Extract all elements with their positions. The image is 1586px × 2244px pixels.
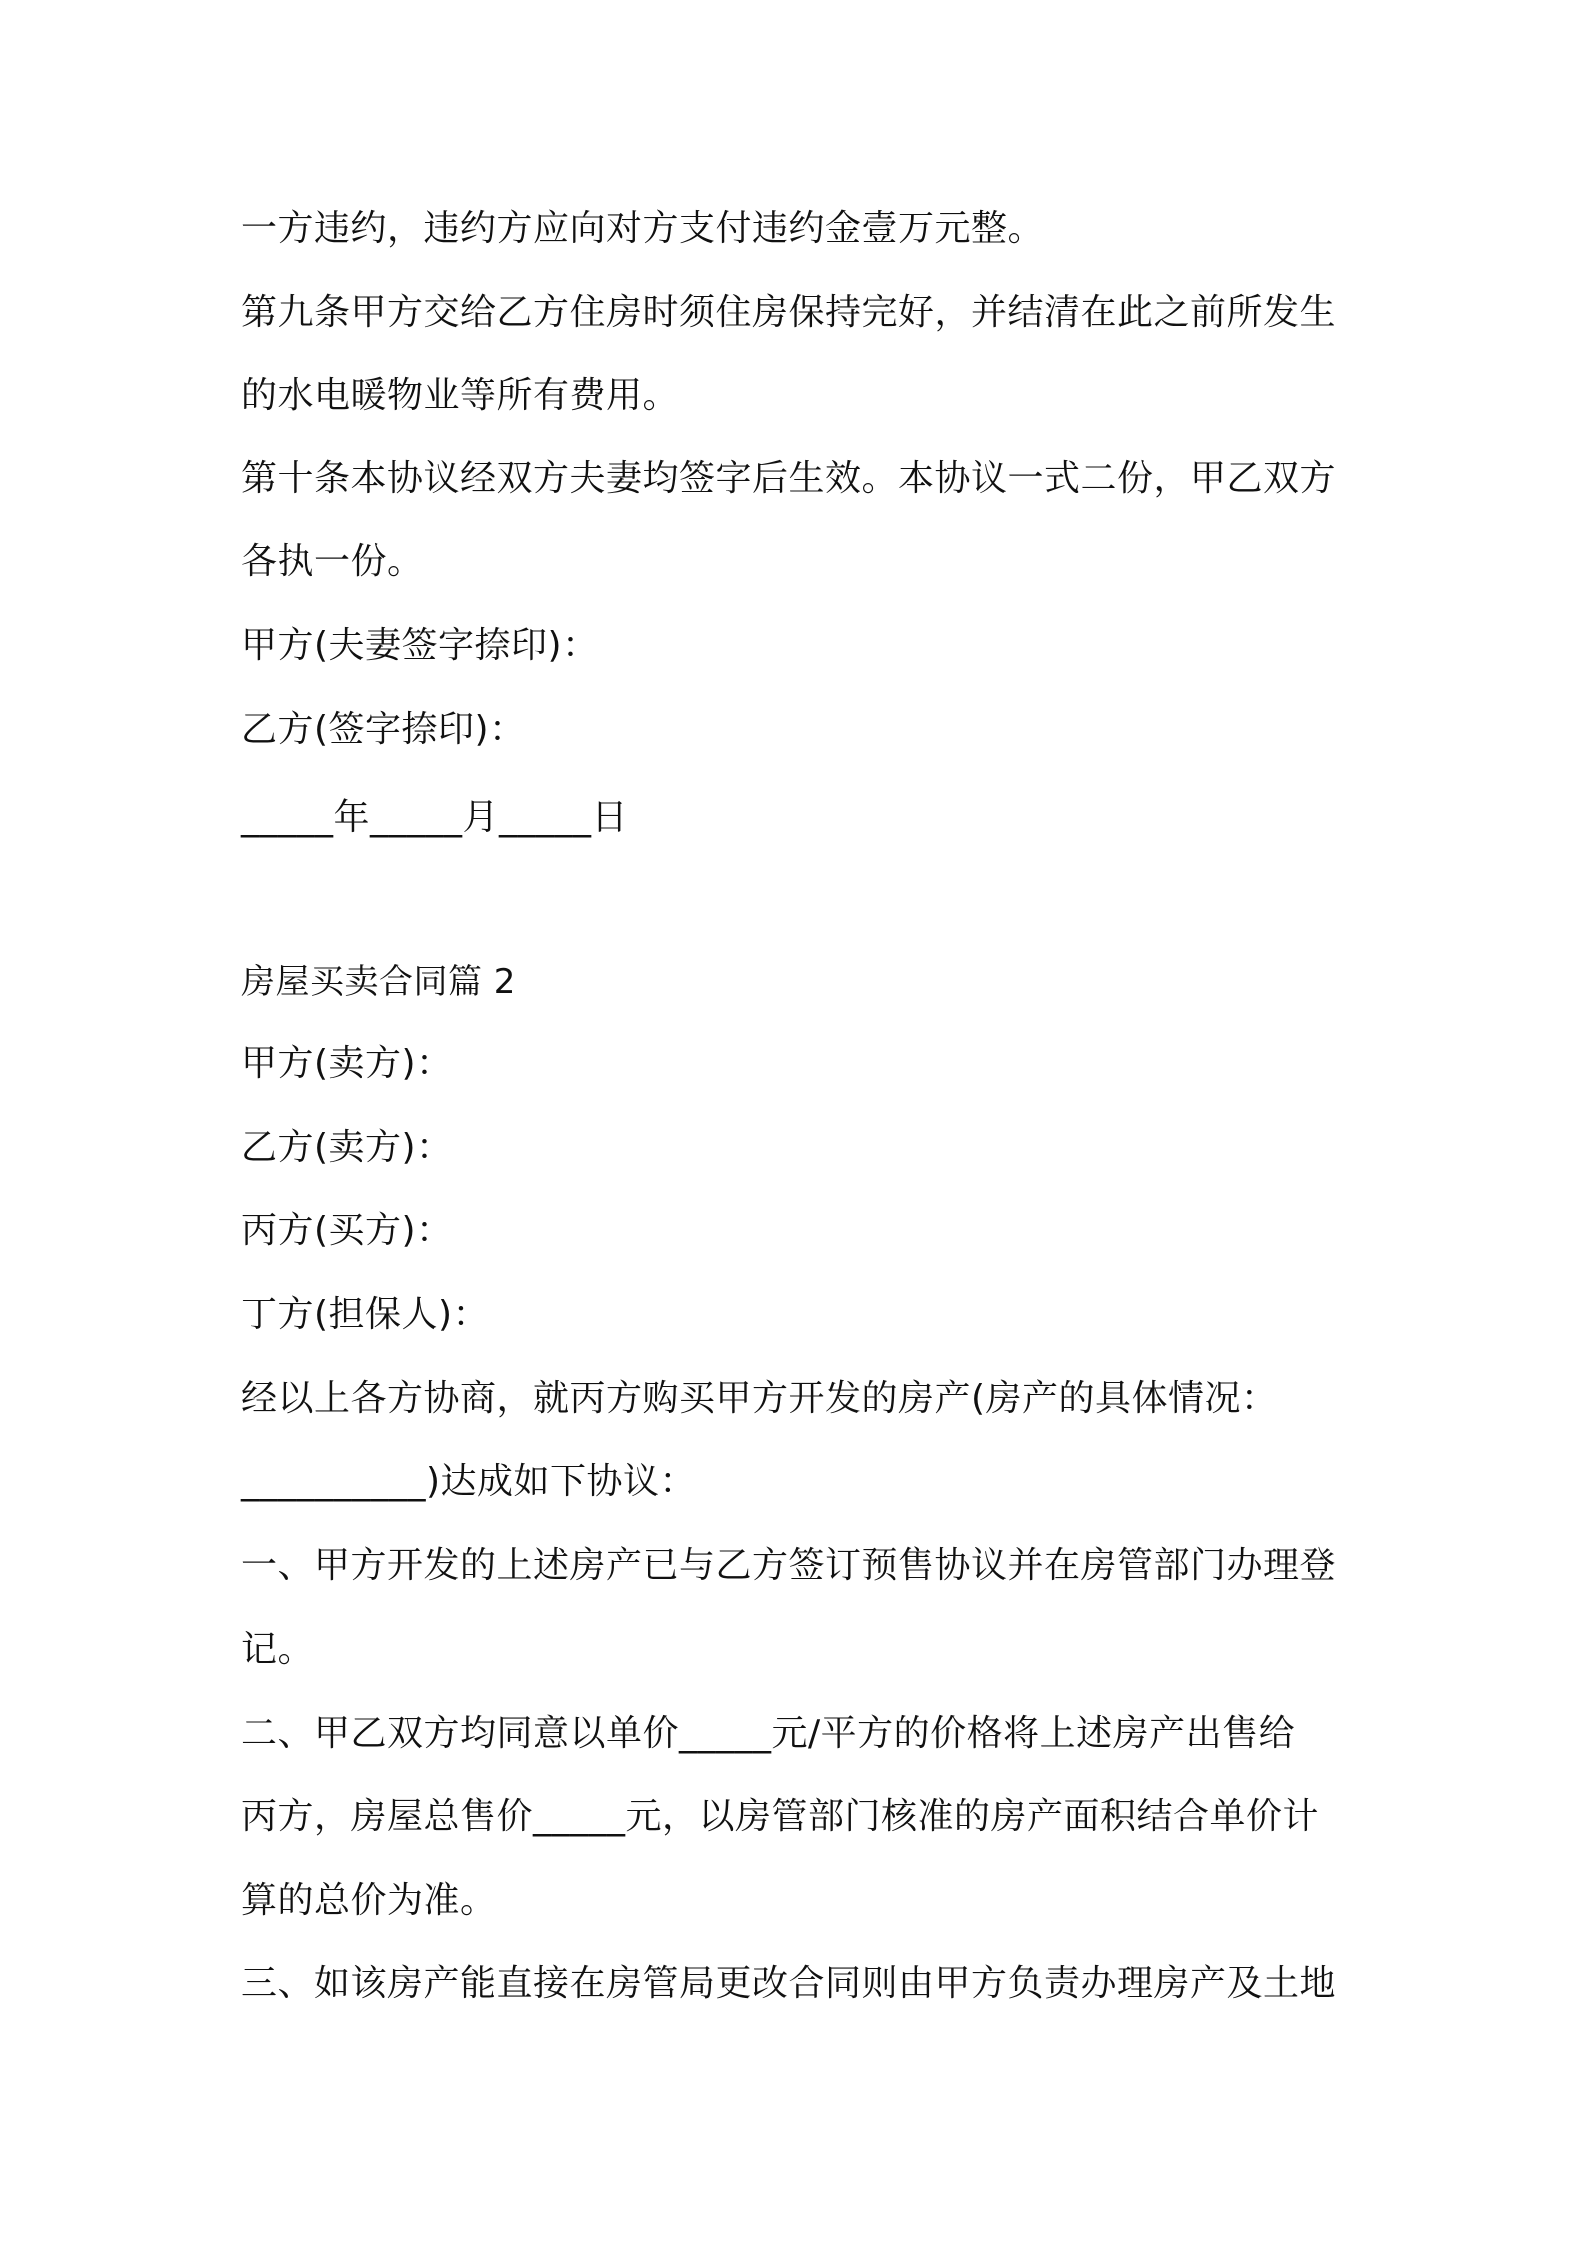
paragraph-line: 第十条本协议经双方夫妻均签字后生效。本协议一式二份，甲乙双方	[241, 458, 1337, 499]
paragraph-line: 丙方，房屋总售价_____元，以房管部门核准的房产面积结合单价计	[241, 1796, 1320, 1837]
paragraph-line: 第九条甲方交给乙方住房时须住房保持完好，并结清在此之前所发生	[241, 292, 1337, 333]
date-line: _____年_____月_____日	[241, 797, 629, 838]
signature-line-party-b: 乙方(签字捺印)：	[241, 709, 526, 750]
paragraph-line: 的水电暖物业等所有费用。	[241, 375, 680, 416]
signature-line-party-a: 甲方(夫妻签字捺印)：	[241, 625, 599, 666]
paragraph-line: __________)达成如下协议：	[241, 1461, 697, 1502]
paragraph-line: 三、如该房产能直接在房管局更改合同则由甲方负责办理房产及土地	[241, 1963, 1337, 2004]
party-line-d: 丁方(担保人)：	[241, 1294, 490, 1335]
paragraph-line: 各执一份。	[241, 541, 424, 582]
paragraph-line: 一、甲方开发的上述房产已与乙方签订预售协议并在房管部门办理登	[241, 1545, 1337, 1586]
party-line-a: 甲方(卖方)：	[241, 1043, 453, 1084]
paragraph-line: 二、甲乙双方均同意以单价_____元/平方的价格将上述房产出售给	[241, 1713, 1296, 1754]
section-heading: 房屋买卖合同篇 2	[241, 962, 516, 1002]
paragraph-line: 算的总价为准。	[241, 1880, 497, 1921]
paragraph-line: 经以上各方协商，就丙方购买甲方开发的房产(房产的具体情况：	[241, 1378, 1278, 1419]
paragraph-line: 记。	[241, 1629, 315, 1670]
paragraph-line: 一方违约，违约方应向对方支付违约金壹万元整。	[241, 208, 1045, 249]
party-line-b: 乙方(卖方)：	[241, 1127, 453, 1168]
party-line-c: 丙方(买方)：	[241, 1210, 453, 1251]
